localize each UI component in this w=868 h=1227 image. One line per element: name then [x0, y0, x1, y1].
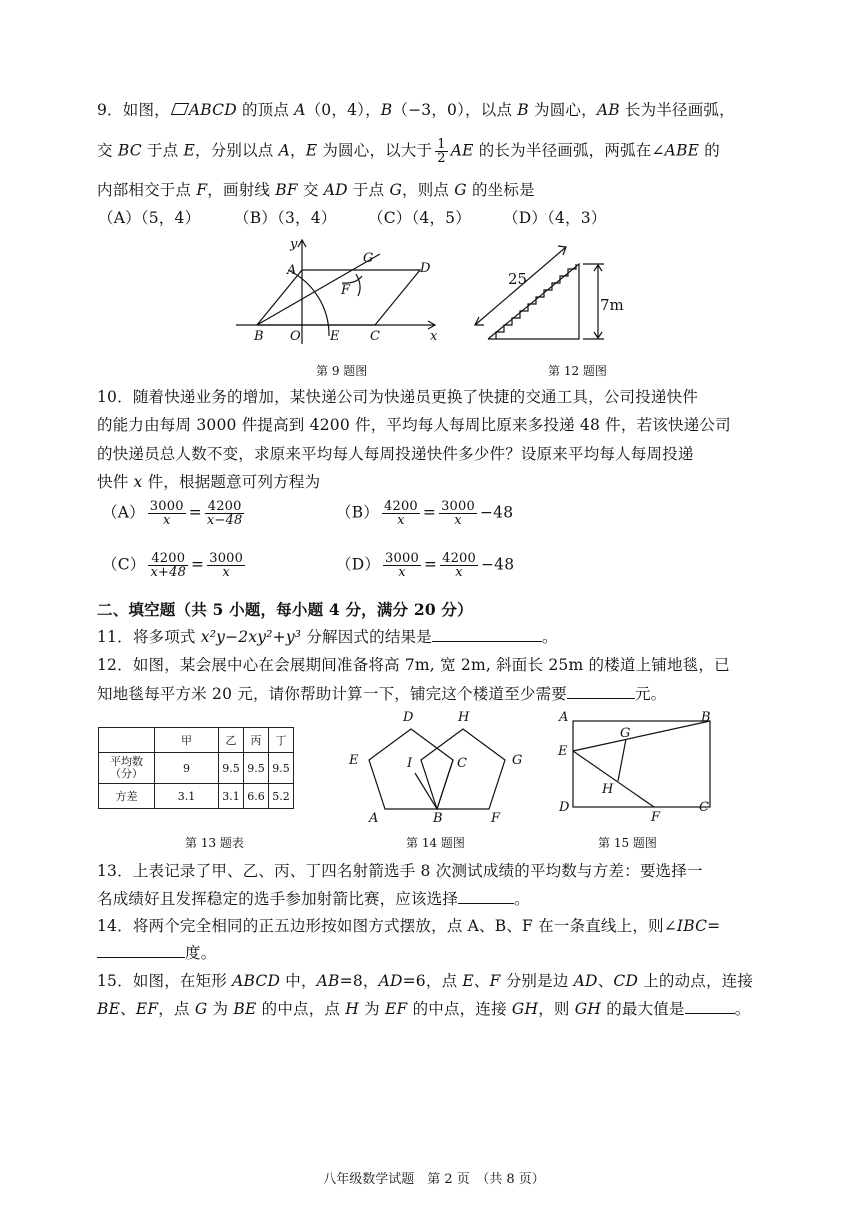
- q15-var: G: [194, 1000, 208, 1018]
- q15-var: BE: [233, 1000, 257, 1018]
- q9-var: A: [278, 141, 290, 160]
- option-label: （C）: [102, 555, 146, 574]
- q10-line3: 的快递员总人数不变，求原来平均每人每周投递快件多少件？设原来平均每人每周投递: [97, 445, 694, 463]
- table-cell: 9.5: [219, 753, 244, 784]
- q9-text: 的: [699, 141, 720, 160]
- frac-right: [440, 552, 478, 579]
- q9-var: F: [196, 181, 208, 199]
- fig14-caption: 第 14 题图: [406, 836, 465, 850]
- header-cell: 丙: [244, 728, 269, 753]
- q15-text: 的最大值是: [601, 1000, 685, 1018]
- frac-den: x: [397, 513, 405, 528]
- q15-text: ，点: [158, 1000, 195, 1018]
- q10-line1: 10．随着快递业务的增加，某快递公司为快递员更换了快捷的交通工具，公司投递快件: [97, 388, 699, 406]
- q15-var: H: [345, 1000, 359, 1018]
- q9-text: 为圆心，以大于: [317, 141, 433, 160]
- table-cell: 9: [155, 753, 219, 784]
- section-2-heading: 二、填空题（共 5 小题，每小题 4 分，满分 20 分）: [97, 600, 473, 619]
- q9-option-c[interactable]: （C）（4，5）: [368, 209, 471, 227]
- parallelogram-symbol: [171, 103, 189, 115]
- table13-caption: 第 13 题表: [185, 836, 244, 850]
- page-footer: 八年级数学试题 第 2 页 （共 8 页）: [323, 1172, 545, 1187]
- label-f: F: [651, 810, 661, 825]
- rectangle-abcd: [573, 721, 710, 807]
- q9-options: [98, 206, 607, 228]
- label-c: C: [370, 329, 380, 344]
- q9-abcd: ABCD: [188, 101, 237, 119]
- q15-text: 中，: [280, 972, 317, 990]
- label-g: G: [512, 753, 523, 768]
- q11-text: 11．将多项式: [97, 628, 201, 646]
- q13-line2: [97, 887, 530, 909]
- label-d: D: [420, 261, 431, 276]
- q15-text: 、: [597, 972, 614, 990]
- q15-text: 。: [734, 1000, 751, 1018]
- header-cell: [99, 728, 155, 753]
- q9-text: 为圆心，: [528, 101, 597, 119]
- table-header-row: [99, 728, 294, 753]
- frac-num: 4200: [148, 552, 188, 566]
- q12-text: 知地毯每平方米 20 元，请你帮助计算一下，铺完这个楼道至少需要: [97, 685, 567, 703]
- frac-left: [148, 500, 186, 527]
- label-h: H: [458, 710, 470, 725]
- q9-var: E: [183, 141, 195, 160]
- q9-option-a[interactable]: （A）（5，4）: [98, 209, 201, 227]
- figure-14: [345, 707, 545, 826]
- q10-text: 件，根据题意可列方程为: [142, 473, 321, 491]
- q9-text: 内部相交于点: [97, 181, 197, 199]
- option-label: （B）: [336, 503, 379, 522]
- q10-option-a[interactable]: （A） $\frac{3000}{x}$ = $\frac{4200}{x-48}$: [102, 499, 243, 528]
- q15-text: =8，: [339, 972, 379, 990]
- q15-var: AD: [378, 972, 403, 990]
- row-label: 方差: [99, 784, 155, 809]
- q9-option-d[interactable]: （D）（4，3）: [503, 209, 607, 227]
- label-c: C: [699, 800, 709, 815]
- q15-text: 、: [473, 972, 490, 990]
- q15-var: AD: [573, 972, 598, 990]
- figure-12: [466, 238, 636, 348]
- q14-text: 14．将两个完全相同的正五边形按如图方式摆放，点 A、B、F 在一条直线上，则∠: [97, 917, 677, 935]
- frac-den: x: [398, 565, 406, 580]
- table-cell: 5.2: [269, 784, 294, 809]
- label-g: G: [620, 726, 631, 741]
- frac-left: [148, 552, 188, 579]
- q9-text: 交: [97, 141, 118, 160]
- table-13: [98, 727, 294, 809]
- label-g: G: [363, 251, 374, 266]
- label-a: A: [559, 710, 569, 725]
- label-d: D: [559, 800, 570, 815]
- label-e: E: [349, 753, 359, 768]
- q15-text: =6，点: [402, 972, 463, 990]
- q14-answer-blank[interactable]: [97, 943, 185, 958]
- q10-var: x: [133, 473, 143, 491]
- q9-text: 于点: [141, 141, 184, 160]
- q11-answer-blank[interactable]: [432, 627, 542, 642]
- segment-be: [573, 721, 710, 751]
- q9-text: 于点: [347, 181, 390, 199]
- q15-text: 为: [358, 1000, 385, 1018]
- label-o: O: [290, 329, 301, 344]
- label-b: B: [254, 329, 264, 344]
- segment-gh: [618, 739, 626, 781]
- q9-text: ，分别以点: [194, 141, 279, 160]
- q15-var: E: [462, 972, 474, 990]
- label-h: H: [602, 782, 614, 797]
- label-d: D: [403, 710, 414, 725]
- label-c: C: [457, 756, 467, 771]
- q15-text: 为: [207, 1000, 234, 1018]
- q14-text: 度。: [185, 944, 217, 962]
- frac-num: 1: [437, 137, 446, 152]
- q9-var: B: [380, 101, 393, 119]
- q9-line2: [97, 138, 720, 165]
- label-e: E: [330, 329, 340, 344]
- label-i: I: [407, 756, 413, 771]
- q10-line2: 的能力由每周 3000 件提高到 4200 件，平均每人每周比原来多投递 48 件，若该快递公司: [97, 416, 731, 434]
- q9-var: A: [294, 101, 306, 119]
- q9-text: ，画射线: [207, 181, 276, 199]
- q15-var: CD: [613, 972, 639, 990]
- q15-var: ABCD: [232, 972, 281, 990]
- q15-text: 的中点，连接: [407, 1000, 512, 1018]
- q9-var: G: [454, 181, 467, 199]
- frac-den: x: [454, 513, 462, 528]
- label-height: 7m: [600, 296, 624, 314]
- q11-text: 分解因式的结果是: [301, 628, 432, 646]
- q15-line1: [97, 969, 753, 991]
- q15-answer-blank[interactable]: [685, 999, 735, 1014]
- row-label: [99, 753, 155, 784]
- frac-num: 4200: [205, 500, 245, 514]
- table-cell: 9.5: [269, 753, 294, 784]
- table-row: [99, 753, 294, 784]
- q9-var: B: [517, 101, 529, 119]
- frac-num: 3000: [209, 551, 244, 566]
- q15-var: F: [489, 972, 501, 990]
- q14-line2: [97, 941, 216, 963]
- table-cell: 9.5: [244, 753, 269, 784]
- q15-var: AB: [316, 972, 340, 990]
- q9-var: AB: [596, 101, 620, 119]
- q12-line2: [97, 682, 666, 704]
- row-label-1: 平均数: [110, 755, 143, 768]
- q9-text: 的长为半径画弧，两弧在∠: [473, 141, 665, 160]
- ray-bf: [257, 254, 380, 325]
- table-cell: 3.1: [155, 784, 219, 809]
- q9-line3: [97, 178, 535, 200]
- q10-option-d[interactable]: （D） $\frac{3000}{x}$ = $\frac{4200}{x}$ −48: [336, 551, 515, 580]
- q11: [97, 625, 558, 647]
- fig12-caption: 第 12 题图: [548, 364, 607, 378]
- option-label: （A）: [102, 503, 145, 522]
- q10-option-c[interactable]: （C） $\frac{4200}{x+48}$ = $\frac{3000}{x}$: [102, 551, 244, 580]
- header-cell: 丁: [269, 728, 294, 753]
- half-fraction: [435, 138, 447, 165]
- frac-num: 3000: [441, 499, 475, 514]
- q14-line1: [97, 914, 720, 936]
- label-x: x: [430, 329, 438, 344]
- q13-text: 名成绩好且发挥稳定的选手参加射箭比赛，应该选择: [97, 890, 459, 908]
- frac-right: [207, 552, 245, 579]
- label-a: A: [287, 263, 297, 278]
- q11-expression: x²y−2xy²+y³: [200, 628, 302, 646]
- fig15-caption: 第 15 题图: [598, 836, 657, 850]
- q9-var: AE: [450, 141, 474, 160]
- q9-number: 9．: [97, 101, 123, 119]
- q9-text: 交: [297, 181, 324, 199]
- row-label-2: （分）: [110, 767, 143, 780]
- table-cell: 6.6: [244, 784, 269, 809]
- frac-den: x: [162, 513, 171, 528]
- q9-var: ABE: [664, 141, 700, 160]
- frac-den: 2: [437, 151, 446, 166]
- table-row: [99, 784, 294, 809]
- q9-text: 长为半径画弧，: [619, 101, 735, 119]
- q9-var: AD: [323, 181, 348, 199]
- q12-answer-blank[interactable]: [567, 684, 635, 699]
- header-cell: 乙: [219, 728, 244, 753]
- option-tail: −48: [481, 555, 515, 574]
- q10-line4: [97, 470, 320, 492]
- q15-text: ，则: [538, 1000, 575, 1018]
- q9-text: ，则点: [402, 181, 455, 199]
- label-e: E: [558, 744, 568, 759]
- q9-line1: [97, 98, 735, 120]
- q13-text: 。: [514, 890, 530, 908]
- frac-den: x: [455, 565, 463, 580]
- frac-right: [439, 500, 477, 527]
- fig9-caption: 第 9 题图: [316, 364, 368, 378]
- q9-text: ，: [290, 141, 306, 160]
- frac-den: x+48: [150, 565, 187, 580]
- q9-var: BC: [117, 141, 142, 160]
- figure-15: [556, 707, 726, 825]
- q15-var: EF: [135, 1000, 159, 1018]
- q13-line1: 13．上表记录了甲、乙、丙、丁四名射箭选手 8 次测试成绩的平均数与方差：要选择一: [97, 862, 703, 880]
- label-f: F: [491, 811, 501, 826]
- arc-f2: [356, 274, 360, 296]
- label-a: A: [369, 811, 379, 826]
- q9-text: 如图，: [122, 101, 170, 119]
- q10-option-b[interactable]: （B） $\frac{4200}{x}$ = $\frac{3000}{x}$ −48: [336, 499, 514, 528]
- q9-text: （−3，0），以点: [392, 101, 518, 119]
- frac-num: 4200: [384, 499, 418, 514]
- q15-var: GH: [511, 1000, 539, 1018]
- q14-text: =: [707, 917, 721, 935]
- q15-var: GH: [574, 1000, 602, 1018]
- label-b: B: [701, 710, 711, 725]
- q11-text: 。: [541, 628, 558, 646]
- option-tail: −48: [479, 503, 514, 522]
- label-y: y: [290, 237, 298, 252]
- q15-text: 15．如图，在矩形: [97, 972, 233, 990]
- q9-var: G: [389, 181, 403, 199]
- q9-text: （0，4），: [305, 101, 381, 119]
- q9-var: BF: [275, 181, 298, 199]
- frac-den: x−48: [206, 513, 243, 528]
- q9-text: 的顶点: [236, 101, 295, 119]
- q9-option-b[interactable]: （B）（3，4）: [234, 209, 337, 227]
- q12-line1: 12．如图，某会展中心在会展期间准备将高 7m, 宽 2m, 斜面长 25m 的楼道上铺地毯，已: [97, 656, 730, 674]
- q15-line2: [97, 997, 750, 1019]
- q13-answer-blank[interactable]: [458, 889, 514, 904]
- segment-ef: [573, 751, 654, 807]
- frac-num: 3000: [385, 551, 419, 566]
- frac-num: 3000: [149, 499, 184, 514]
- frac-left: [383, 552, 421, 579]
- q12-text: 元。: [634, 685, 667, 703]
- table-cell: 3.1: [219, 784, 244, 809]
- label-b: B: [433, 811, 443, 826]
- q15-text: 、: [120, 1000, 136, 1018]
- frac-right: [205, 500, 245, 527]
- q14-angle: IBC: [676, 917, 708, 935]
- option-label: （D）: [336, 555, 381, 574]
- q15-text: 分别是边: [500, 972, 574, 990]
- q15-text: 上的动点，连接: [638, 972, 754, 990]
- frac-den: x: [222, 565, 230, 580]
- frac-left: [382, 500, 420, 527]
- label-length: 25: [508, 270, 528, 288]
- figure-9: [230, 232, 450, 352]
- q15-var: BE: [97, 1000, 121, 1018]
- label-f: F: [341, 283, 351, 298]
- q10-text: 快件: [97, 473, 134, 491]
- q15-text: 的中点，点: [256, 1000, 346, 1018]
- q9-text: 的坐标是: [466, 181, 535, 199]
- header-cell: 甲: [155, 728, 219, 753]
- q15-var: EF: [384, 1000, 408, 1018]
- frac-num: 4200: [442, 551, 476, 566]
- q9-var: E: [305, 141, 318, 160]
